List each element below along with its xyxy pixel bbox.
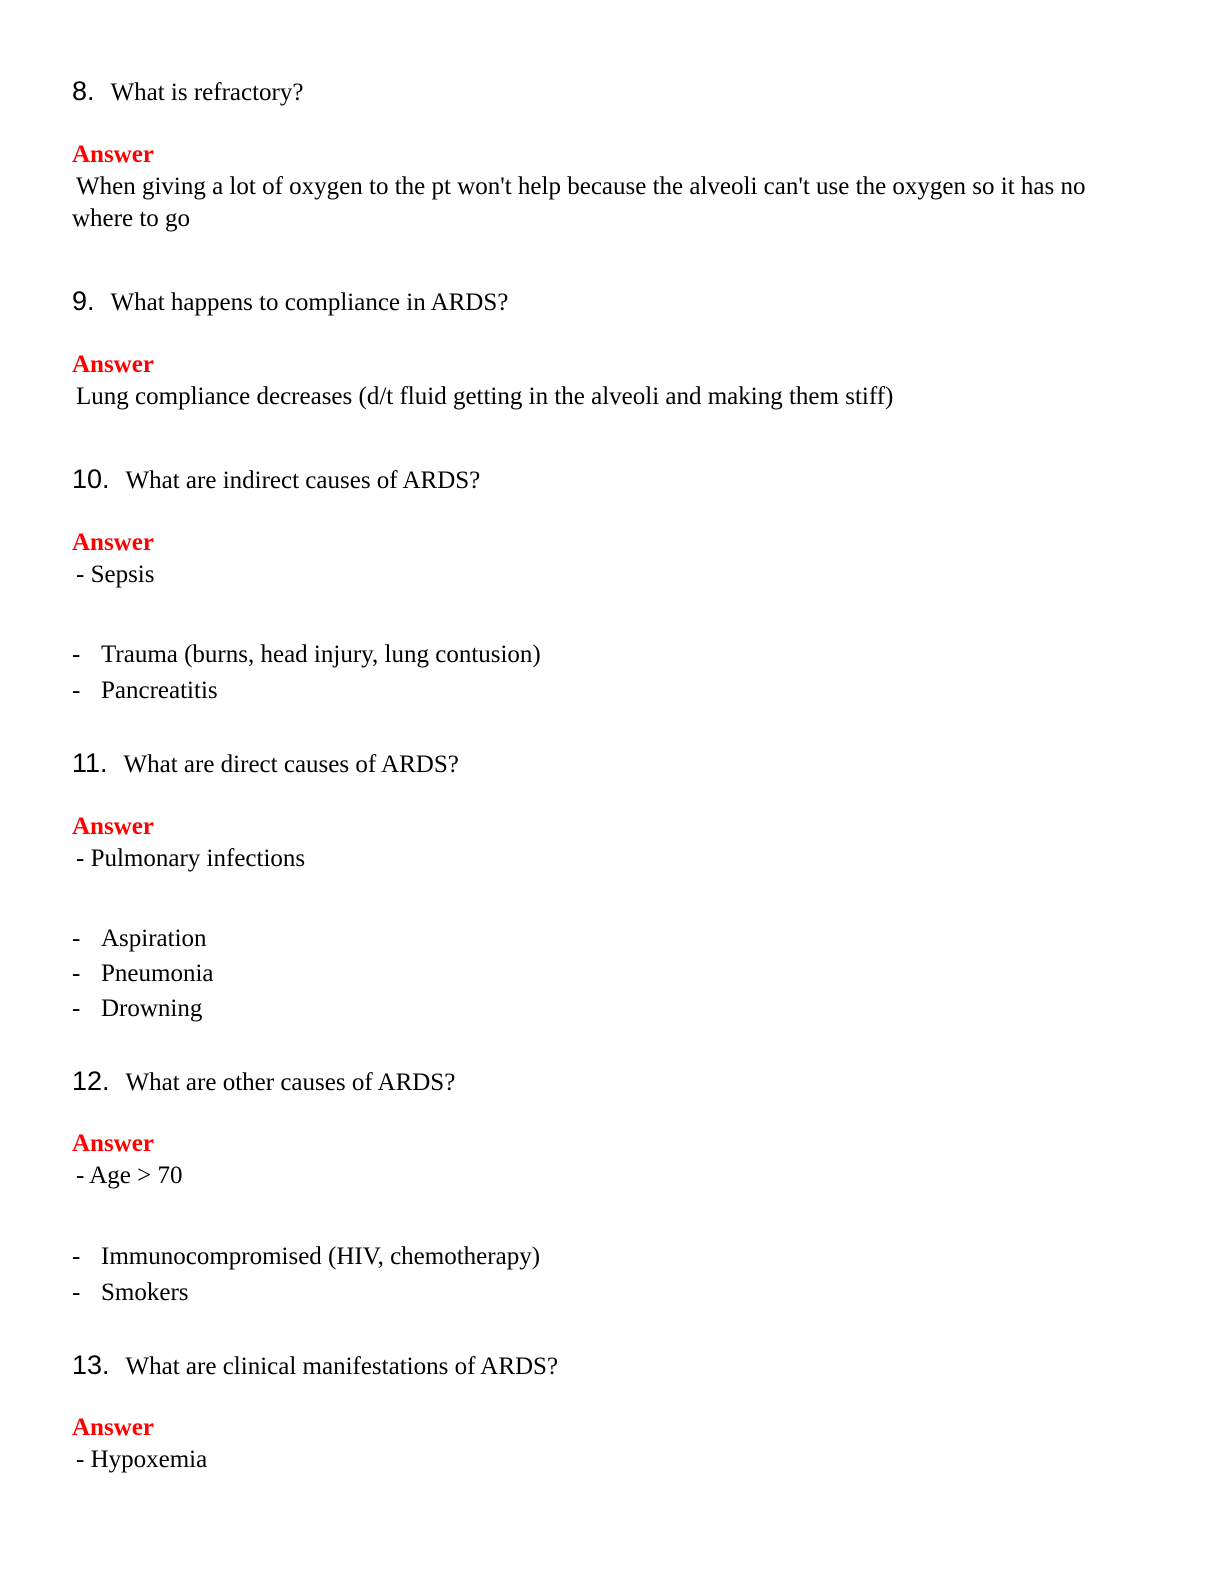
bullet-dash: - xyxy=(72,1279,81,1306)
question-text: What are direct causes of ARDS? xyxy=(123,751,459,778)
question-number: 9. xyxy=(72,286,95,316)
answer-text: - Pulmonary infections xyxy=(76,845,306,872)
answer-text: When giving a lot of oxygen to the pt won't help because the alveoli can't use the oxygen so it has no where to go xyxy=(72,173,1086,232)
list-item: - Trauma (burns, head injury, lung contusion) xyxy=(72,641,541,668)
question-text: What are other causes of ARDS? xyxy=(125,1069,456,1096)
question-text: What are clinical manifestations of ARDS? xyxy=(125,1353,559,1380)
question-8 xyxy=(72,76,1152,108)
answer-text: - Hypoxemia xyxy=(76,1446,208,1473)
answer-label: Answer xyxy=(72,351,154,378)
question-number: 11. xyxy=(72,748,108,778)
question-number: 13. xyxy=(72,1350,110,1380)
list-item: - Aspiration xyxy=(72,925,207,952)
answer-text: - Sepsis xyxy=(76,561,155,588)
question-9 xyxy=(72,286,1152,318)
bullet-dash: - xyxy=(72,677,81,704)
question-13 xyxy=(72,1350,1152,1382)
question-number: 12. xyxy=(72,1066,110,1096)
answer-label: Answer xyxy=(72,1130,154,1157)
bullet-dash: - xyxy=(72,641,81,668)
answer-label: Answer xyxy=(72,141,154,168)
answer-text: Lung compliance decreases (d/t fluid getting in the alveoli and making them stiff) xyxy=(76,383,894,410)
question-number: 10. xyxy=(72,464,110,494)
answer-label: Answer xyxy=(72,813,154,840)
bullet-dash: - xyxy=(72,925,81,952)
list-item: - Immunocompromised (HIV, chemotherapy) xyxy=(72,1243,541,1270)
bullet-dash: - xyxy=(72,960,81,987)
list-item: - Smokers xyxy=(72,1279,189,1306)
question-number: 8. xyxy=(72,76,95,106)
question-10 xyxy=(72,464,1152,496)
question-text: What happens to compliance in ARDS? xyxy=(110,289,509,316)
bullet-dash: - xyxy=(72,1243,81,1270)
list-item: - Drowning xyxy=(72,995,203,1022)
question-text: What are indirect causes of ARDS? xyxy=(125,467,481,494)
list-item: - Pneumonia xyxy=(72,960,214,987)
answer-text: - Age > 70 xyxy=(76,1162,183,1189)
question-12 xyxy=(72,1066,1152,1098)
question-11 xyxy=(72,748,1152,780)
answer-label: Answer xyxy=(72,529,154,556)
answer-label: Answer xyxy=(72,1414,154,1441)
list-item: - Pancreatitis xyxy=(72,677,218,704)
bullet-dash: - xyxy=(72,995,81,1022)
question-text: What is refractory? xyxy=(110,79,304,106)
